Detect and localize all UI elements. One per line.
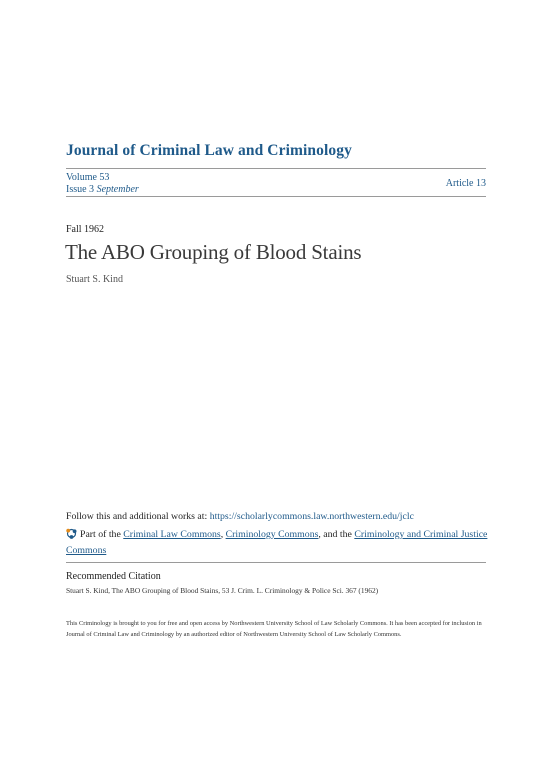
commons-separator-1: , [220,529,224,540]
paper-title: The ABO Grouping of Blood Stains [65,240,362,264]
header-top-rule [66,168,486,169]
criminal-law-commons-link[interactable]: Criminal Law Commons [123,529,221,540]
share-network-icon [66,528,77,544]
commons-separator-2: , and the [318,529,352,540]
criminology-commons-link[interactable]: Criminology Commons [225,529,319,540]
volume-link[interactable]: Volume 53 [66,172,110,183]
follow-line [66,511,414,522]
follow-url-link[interactable]: https://scholarlycommons.law.northwestern.edu/jclc [209,511,414,522]
article-link[interactable]: Article 13 [445,178,486,189]
author-name: Stuart S. Kind [66,274,123,285]
issue-month: September [96,184,139,195]
issue-number: Issue 3 [66,184,95,195]
recommended-citation-text: Stuart S. Kind, The ABO Grouping of Blood Stains, 53 J. Crim. L. Criminology & Police Sci. 367 (1962) [66,586,379,595]
recommended-citation-heading: Recommended Citation [66,571,161,582]
issue-link[interactable] [66,184,139,195]
header-bottom-rule [66,196,486,197]
criminology-criminal-justice-commons-link[interactable]: Criminology and Criminal Justice Commons [66,529,488,556]
publication-date: Fall 1962 [66,224,105,235]
follow-label: Follow this and additional works at: [66,511,208,522]
citation-rule [66,562,486,563]
journal-title-link[interactable]: Journal of Criminal Law and Criminology [66,142,352,159]
open-access-notice: This Criminology is brought to you for free and open access by Northwestern University School of Law Scholarly Commons. It has been accepted for inclusion in Journal of Criminal Law and Criminology by an authorized editor of Northwestern University School of Law Scholarly Commons. [66,620,482,638]
part-of-commons [66,528,491,558]
partof-prefix: Part of the [80,529,121,540]
